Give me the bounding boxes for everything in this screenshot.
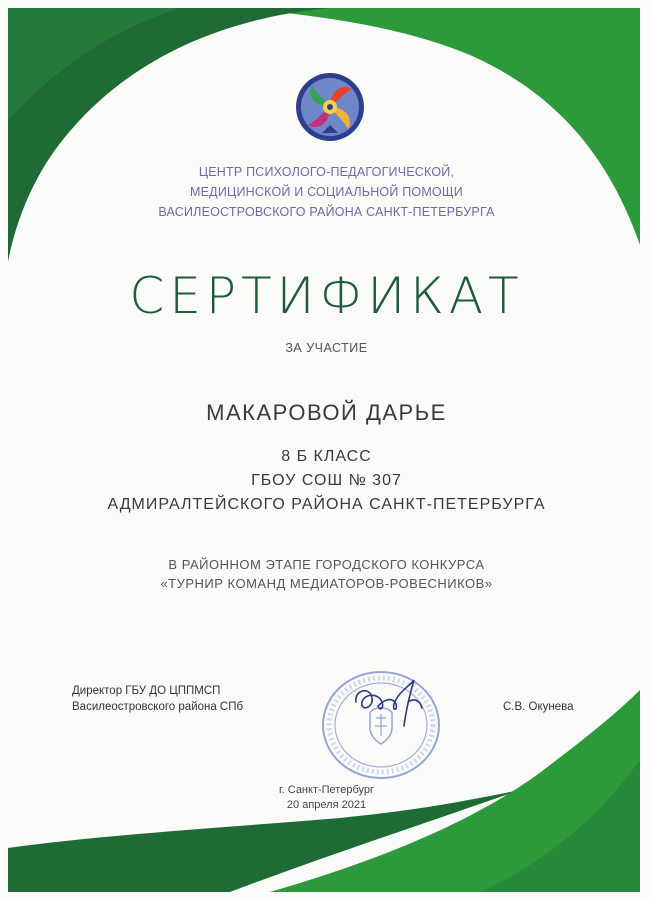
recipient-name: МАКАРОВОЙ ДАРЬЕ [206,400,447,425]
footer-city: г. Санкт-Петербург [278,784,375,796]
handwritten-signature-icon [348,672,438,732]
competition-line-1: В РАЙОННОМ ЭТАПЕ ГОРОДСКОГО КОНКУРСА [168,557,485,572]
competition-line-2: «ТУРНИР КОМАНД МЕДИАТОРОВ-РОВЕСНИКОВ» [160,576,493,591]
organization-name-line-3: ВАСИЛЕОСТРОВСКОГО РАЙОНА САНКТ-ПЕТЕРБУРГА [158,205,495,219]
organization-name-line-1: ЦЕНТР ПСИХОЛОГО-ПЕДАГОГИЧЕСКОЙ, [198,165,455,179]
signatory-position [72,683,243,715]
certificate-title: СЕРТИФИКАТ [129,267,524,325]
signatory-name: С.В. Окунева [503,701,574,713]
organization-name-line-2: МЕДИЦИНСКОЙ И СОЦИАЛЬНОЙ ПОМОЩИ [190,185,463,199]
footer-date: 20 апреля 2021 [286,799,367,811]
recipient-school: ГБОУ СОШ № 307 [251,472,402,489]
recipient-grade: 8 Б КЛАСС [281,448,372,465]
organization-logo-icon [294,71,366,143]
recipient-district: АДМИРАЛТЕЙСКОГО РАЙОНА САНКТ-ПЕТЕРБУРГА [107,496,546,513]
signatory-position-line-1: Директор ГБУ ДО ЦППМСП [72,685,221,697]
signatory-position-line-2: Василеостровского района СПб [72,701,244,713]
certificate-subtitle: ЗА УЧАСТИЕ [285,341,368,355]
